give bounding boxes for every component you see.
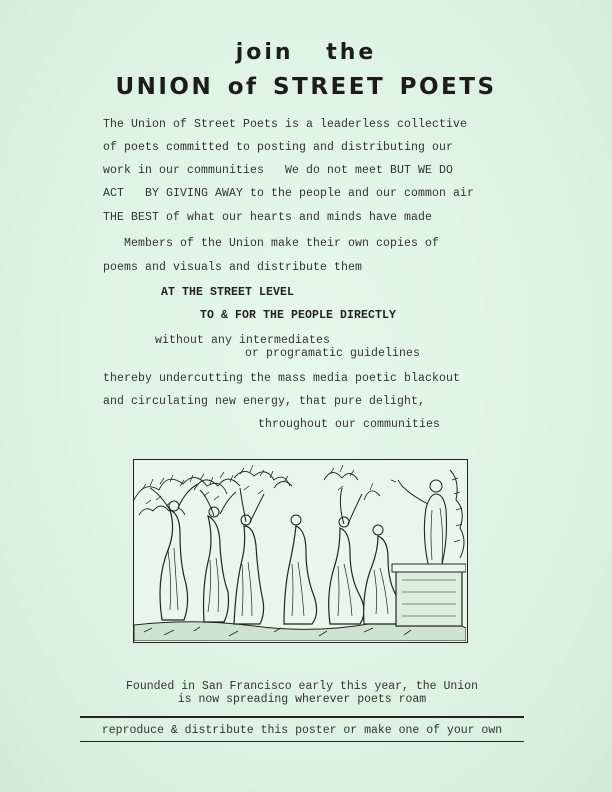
body-line: work in our communities We do not meet BUT WE DO xyxy=(103,164,454,177)
headline-union: UNION of STREET POETS xyxy=(115,74,497,100)
body-line: The Union of Street Poets is a leaderless collective xyxy=(103,118,468,131)
headline-join: join the xyxy=(235,40,377,65)
emphasis-street-level: AT THE STREET LEVEL xyxy=(161,286,295,299)
divider-bottom xyxy=(80,741,524,742)
founded-line-1: Founded in San Francisco early this year, the Union xyxy=(126,680,478,693)
body-line: THE BEST of what our hearts and minds have made xyxy=(103,211,433,224)
body-line: and circulating new energy, that pure delight, xyxy=(103,395,426,408)
body-line: thereby undercutting the mass media poetic blackout xyxy=(103,372,461,385)
body-line: ACT BY GIVING AWAY to the people and our common air xyxy=(103,187,475,200)
founded-line-2: is now spreading wherever poets roam xyxy=(177,693,427,706)
body-line: poems and visuals and distribute them xyxy=(103,261,363,274)
woodcut-trees-maidens-icon xyxy=(133,459,468,643)
body-line: without any intermediates xyxy=(155,334,331,347)
body-line: or programatic guidelines xyxy=(245,347,421,360)
reproduce-line: reproduce & distribute this poster or make one of your own xyxy=(101,724,503,737)
emphasis-people-directly: TO & FOR THE PEOPLE DIRECTLY xyxy=(200,309,397,322)
body-line: throughout our communities xyxy=(258,418,441,431)
body-line: of poets committed to posting and distributing our xyxy=(103,141,454,154)
divider-top xyxy=(80,716,524,718)
body-line: Members of the Union make their own copies of xyxy=(124,237,440,250)
